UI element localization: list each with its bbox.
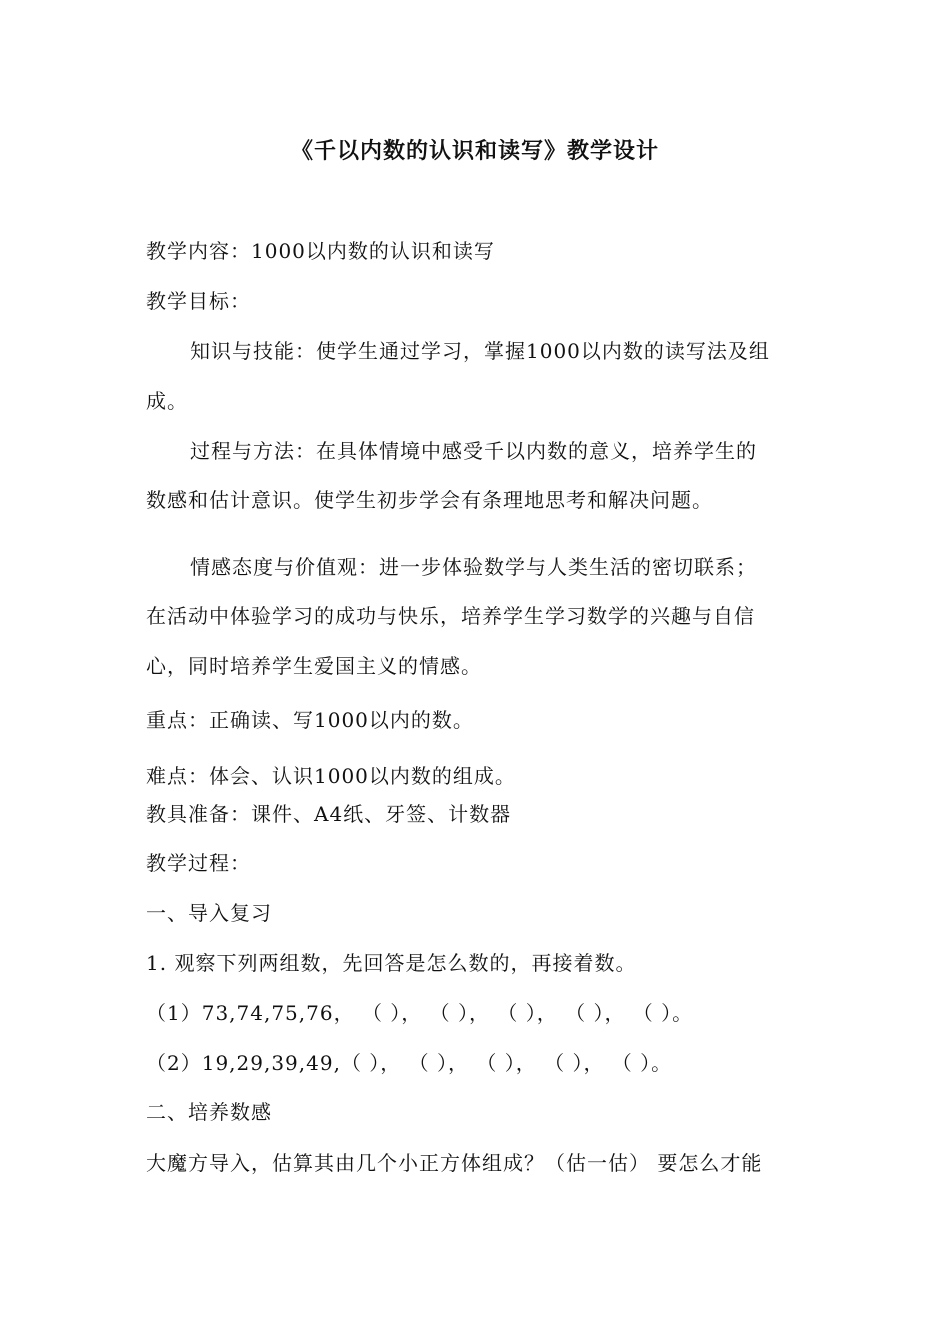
process-method-continuation: 数感和估计意识。使学生初步学会有条理地思考和解决问题。 <box>146 488 713 512</box>
cube-introduction-line: 大魔方导入，估算其由几个小正方体组成？（估一估） 要怎么才能 <box>146 1151 763 1175</box>
teaching-process-heading: 教学过程： <box>146 851 251 875</box>
teaching-content-line: 教学内容：1000以内数的认识和读写 <box>146 239 495 263</box>
difficult-point-line: 难点：体会、认识1000以内数的组成。 <box>146 764 516 788</box>
knowledge-skills-continuation: 成。 <box>146 389 188 413</box>
document-title: 《千以内数的认识和读写》教学设计 <box>290 139 659 164</box>
teaching-aids-line: 教具准备：课件、A4纸、牙签、计数器 <box>146 802 512 826</box>
exercise-item-2: （2）19,29,39,49,（ ）， （ ）， （ ）， （ ）， （ ）。 <box>146 1051 673 1075</box>
emotion-attitude-continuation-1: 在活动中体验学习的成功与快乐，培养学生学习数学的兴趣与自信 <box>146 604 755 628</box>
section-one-heading: 一、导入复习 <box>146 901 272 925</box>
key-point-line: 重点：正确读、写1000以内的数。 <box>146 708 474 732</box>
exercise-instruction: 1. 观察下列两组数，先回答是怎么数的，再接着数。 <box>146 951 637 975</box>
emotion-attitude-continuation-2: 心，同时培养学生爱国主义的情感。 <box>146 654 482 678</box>
exercise-item-1: （1）73,74,75,76， （ ）， （ ）， （ ）， （ ）， （ ）。 <box>146 1001 694 1025</box>
section-two-heading: 二、培养数感 <box>146 1100 272 1124</box>
knowledge-skills-line: 知识与技能：使学生通过学习，掌握1000以内数的读写法及组 <box>190 339 770 363</box>
teaching-goals-heading: 教学目标： <box>146 289 251 313</box>
process-method-line: 过程与方法：在具体情境中感受千以内数的意义，培养学生的 <box>190 439 757 463</box>
emotion-attitude-line: 情感态度与价值观：进一步体验数学与人类生活的密切联系； <box>190 555 757 579</box>
